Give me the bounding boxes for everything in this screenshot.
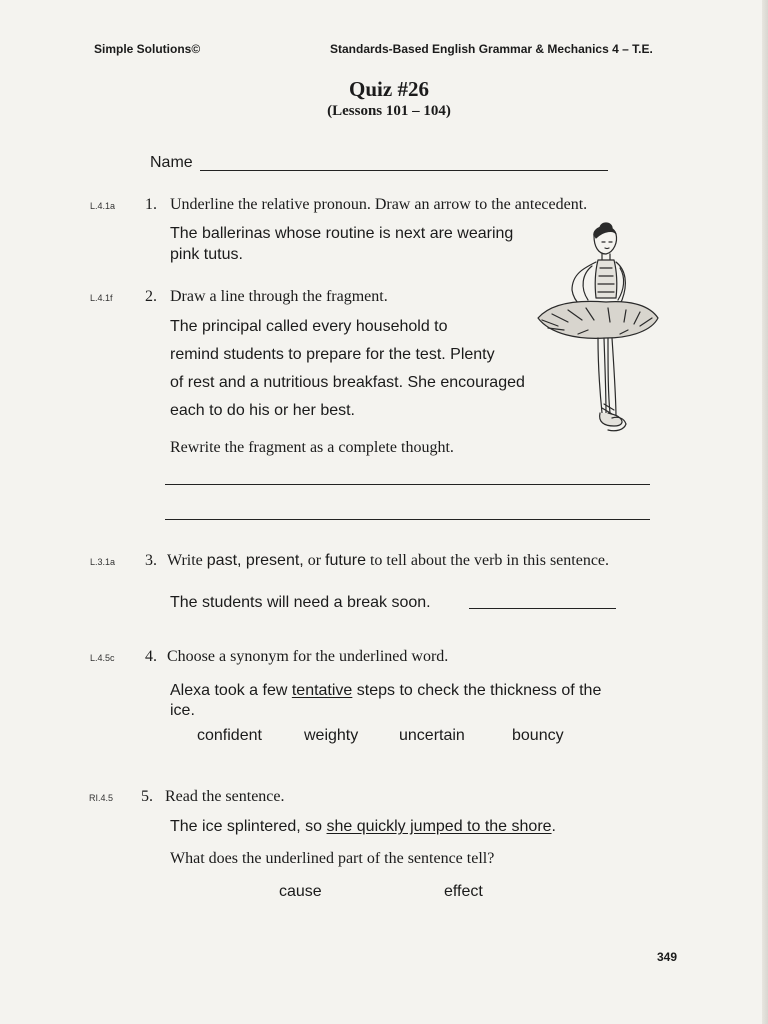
answer-line[interactable]: [165, 519, 650, 520]
question-prompt: Write past, present, or future to tell about the verb in this sentence.: [167, 552, 610, 569]
question-prompt: Read the sentence.: [165, 788, 285, 805]
question-number: 4.: [145, 648, 157, 665]
question-prompt: Choose a synonym for the underlined word.: [167, 648, 449, 665]
question-sentence: The ice splintered, so she quickly jumped to the shore.: [170, 818, 556, 835]
question-sentence: The students will need a break soon.: [170, 594, 431, 611]
page-edge: [762, 0, 768, 1024]
ballerina-illustration-icon: [528, 218, 660, 438]
name-line[interactable]: [200, 170, 608, 171]
question-text-line: each to do his or her best.: [170, 402, 355, 419]
question-followup: What does the underlined part of the sentence tell?: [170, 850, 495, 867]
question-prompt: Underline the relative pronoun. Draw an arrow to the antecedent.: [170, 196, 588, 213]
answer-option[interactable]: weighty: [304, 727, 359, 744]
name-label: Name: [150, 154, 193, 171]
question-text-line: of rest and a nutritious breakfast. She encouraged: [170, 374, 525, 391]
question-number: 3.: [145, 552, 157, 569]
question-text-line: The principal called every household to: [170, 318, 448, 335]
standard-code: RI.4.5: [89, 793, 114, 803]
answer-option[interactable]: confident: [197, 727, 262, 744]
underlined-word: tentative: [291, 682, 353, 699]
standard-code: L.4.1f: [90, 293, 113, 303]
question-text-line: remind students to prepare for the test. Plenty: [170, 346, 495, 363]
rewrite-instruction: Rewrite the fragment as a complete thought.: [170, 439, 454, 456]
answer-option[interactable]: cause: [279, 883, 322, 900]
question-text-line: pink tutus.: [170, 246, 243, 263]
standard-code: L.3.1a: [90, 557, 116, 567]
standard-code: L.4.5c: [90, 653, 115, 663]
answer-option[interactable]: bouncy: [512, 727, 564, 744]
underlined-phrase: she quickly jumped to the shore: [326, 818, 552, 835]
page-number: 349: [657, 950, 678, 964]
answer-line[interactable]: [469, 608, 616, 609]
question-number: 1.: [145, 196, 157, 213]
header-left: Simple Solutions©: [94, 42, 201, 56]
question-number: 2.: [145, 288, 157, 305]
page-title: Quiz #26: [349, 77, 429, 101]
question-prompt: Draw a line through the fragment.: [170, 288, 388, 305]
question-text-line: The ballerinas whose routine is next are wearing: [170, 225, 514, 242]
question-sentence: Alexa took a few tentative steps to check the thickness of the: [170, 682, 602, 699]
page-subtitle: (Lessons 101 – 104): [327, 103, 451, 119]
answer-option[interactable]: uncertain: [399, 727, 465, 744]
header-right: Standards-Based English Grammar & Mechanics 4 – T.E.: [330, 42, 653, 56]
question-number: 5.: [141, 788, 153, 805]
answer-option[interactable]: effect: [444, 883, 483, 900]
standard-code: L.4.1a: [90, 201, 116, 211]
answer-line[interactable]: [165, 484, 650, 485]
question-sentence-cont: ice.: [170, 702, 195, 719]
